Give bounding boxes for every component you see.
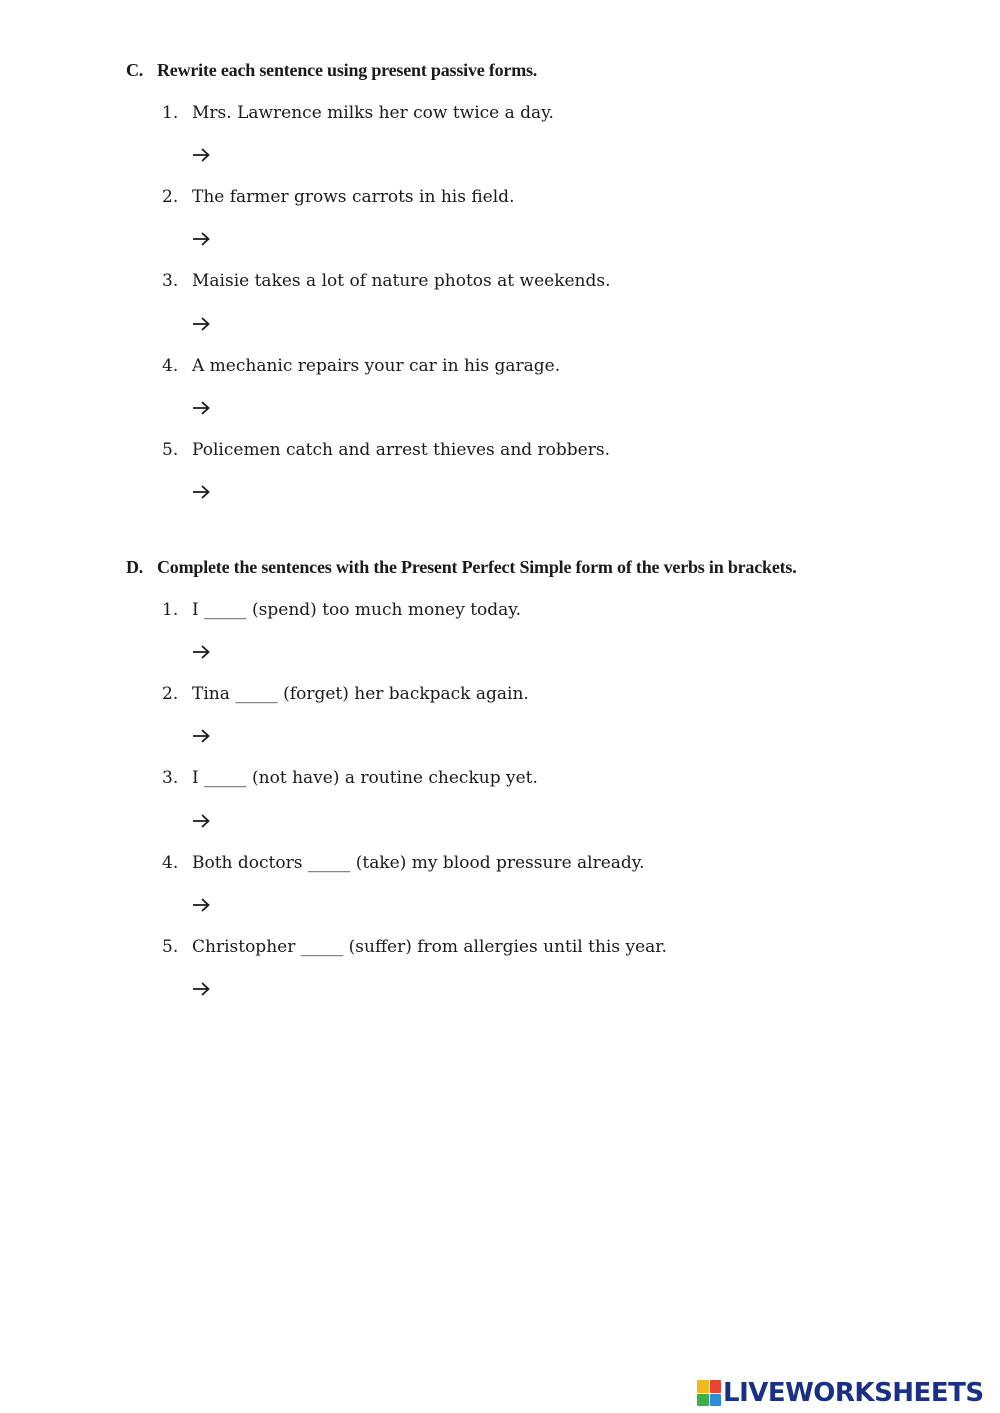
section-d-question-1	[162, 600, 521, 620]
question-text: I _____ (not have) a routine checkup yet.	[192, 768, 538, 788]
section-c-question-4	[162, 356, 560, 376]
liveworksheets-logo-icon	[697, 1380, 721, 1406]
section-d-question-5	[162, 937, 667, 957]
section-c-question-1	[162, 103, 554, 123]
question-number: 3.	[162, 768, 179, 788]
section-c-heading	[126, 60, 537, 81]
section-c-instruction: Rewrite each sentence using present passive forms.	[157, 60, 538, 80]
section-d-letter: D.	[126, 557, 144, 577]
question-text: Mrs. Lawrence milks her cow twice a day.	[192, 103, 554, 123]
answer-arrow-icon	[192, 147, 212, 163]
question-text: A mechanic repairs your car in his garage.	[192, 356, 561, 376]
answer-arrow-icon	[192, 316, 212, 332]
question-text: Tina _____ (forget) her backpack again.	[192, 684, 529, 704]
logo-square-2	[710, 1380, 722, 1393]
question-number: 2.	[162, 684, 179, 704]
question-text: Christopher _____ (suffer) from allergies until this year.	[192, 937, 667, 957]
question-number: 1.	[162, 103, 179, 123]
answer-arrow-icon	[192, 231, 212, 247]
answer-arrow-icon	[192, 644, 212, 660]
logo-text: LIVEWORKSHEETS	[723, 1378, 984, 1408]
answer-arrow-icon	[192, 400, 212, 416]
logo-square-4	[710, 1394, 722, 1407]
logo-square-3	[697, 1394, 709, 1407]
answer-arrow-icon	[192, 981, 212, 997]
answer-arrow-icon	[192, 484, 212, 500]
section-c-letter: C.	[126, 60, 144, 80]
section-c-question-2	[162, 187, 514, 207]
question-number: 1.	[162, 600, 179, 620]
question-number: 3.	[162, 271, 179, 291]
section-c-question-3	[162, 271, 611, 291]
answer-arrow-icon	[192, 897, 212, 913]
section-d-question-2	[162, 684, 529, 704]
section-c-question-5	[162, 440, 610, 460]
section-d-heading	[126, 557, 797, 578]
question-text: Policemen catch and arrest thieves and robbers.	[192, 440, 610, 460]
answer-arrow-icon	[192, 728, 212, 744]
question-number: 4.	[162, 853, 179, 873]
question-text: Maisie takes a lot of nature photos at weekends.	[192, 271, 611, 291]
question-text: Both doctors _____ (take) my blood pressure already.	[192, 853, 645, 873]
answer-arrow-icon	[192, 813, 212, 829]
section-d-instruction: Complete the sentences with the Present Perfect Simple form of the verbs in brackets.	[157, 557, 797, 577]
section-d-question-3	[162, 768, 538, 788]
question-text: The farmer grows carrots in his field.	[192, 187, 515, 207]
question-number: 5.	[162, 937, 179, 957]
liveworksheets-logo[interactable]	[697, 1378, 984, 1408]
section-d-question-4	[162, 853, 645, 873]
question-number: 2.	[162, 187, 179, 207]
logo-square-1	[697, 1380, 709, 1393]
question-number: 5.	[162, 440, 179, 460]
question-number: 4.	[162, 356, 179, 376]
question-text: I _____ (spend) too much money today.	[192, 600, 522, 620]
